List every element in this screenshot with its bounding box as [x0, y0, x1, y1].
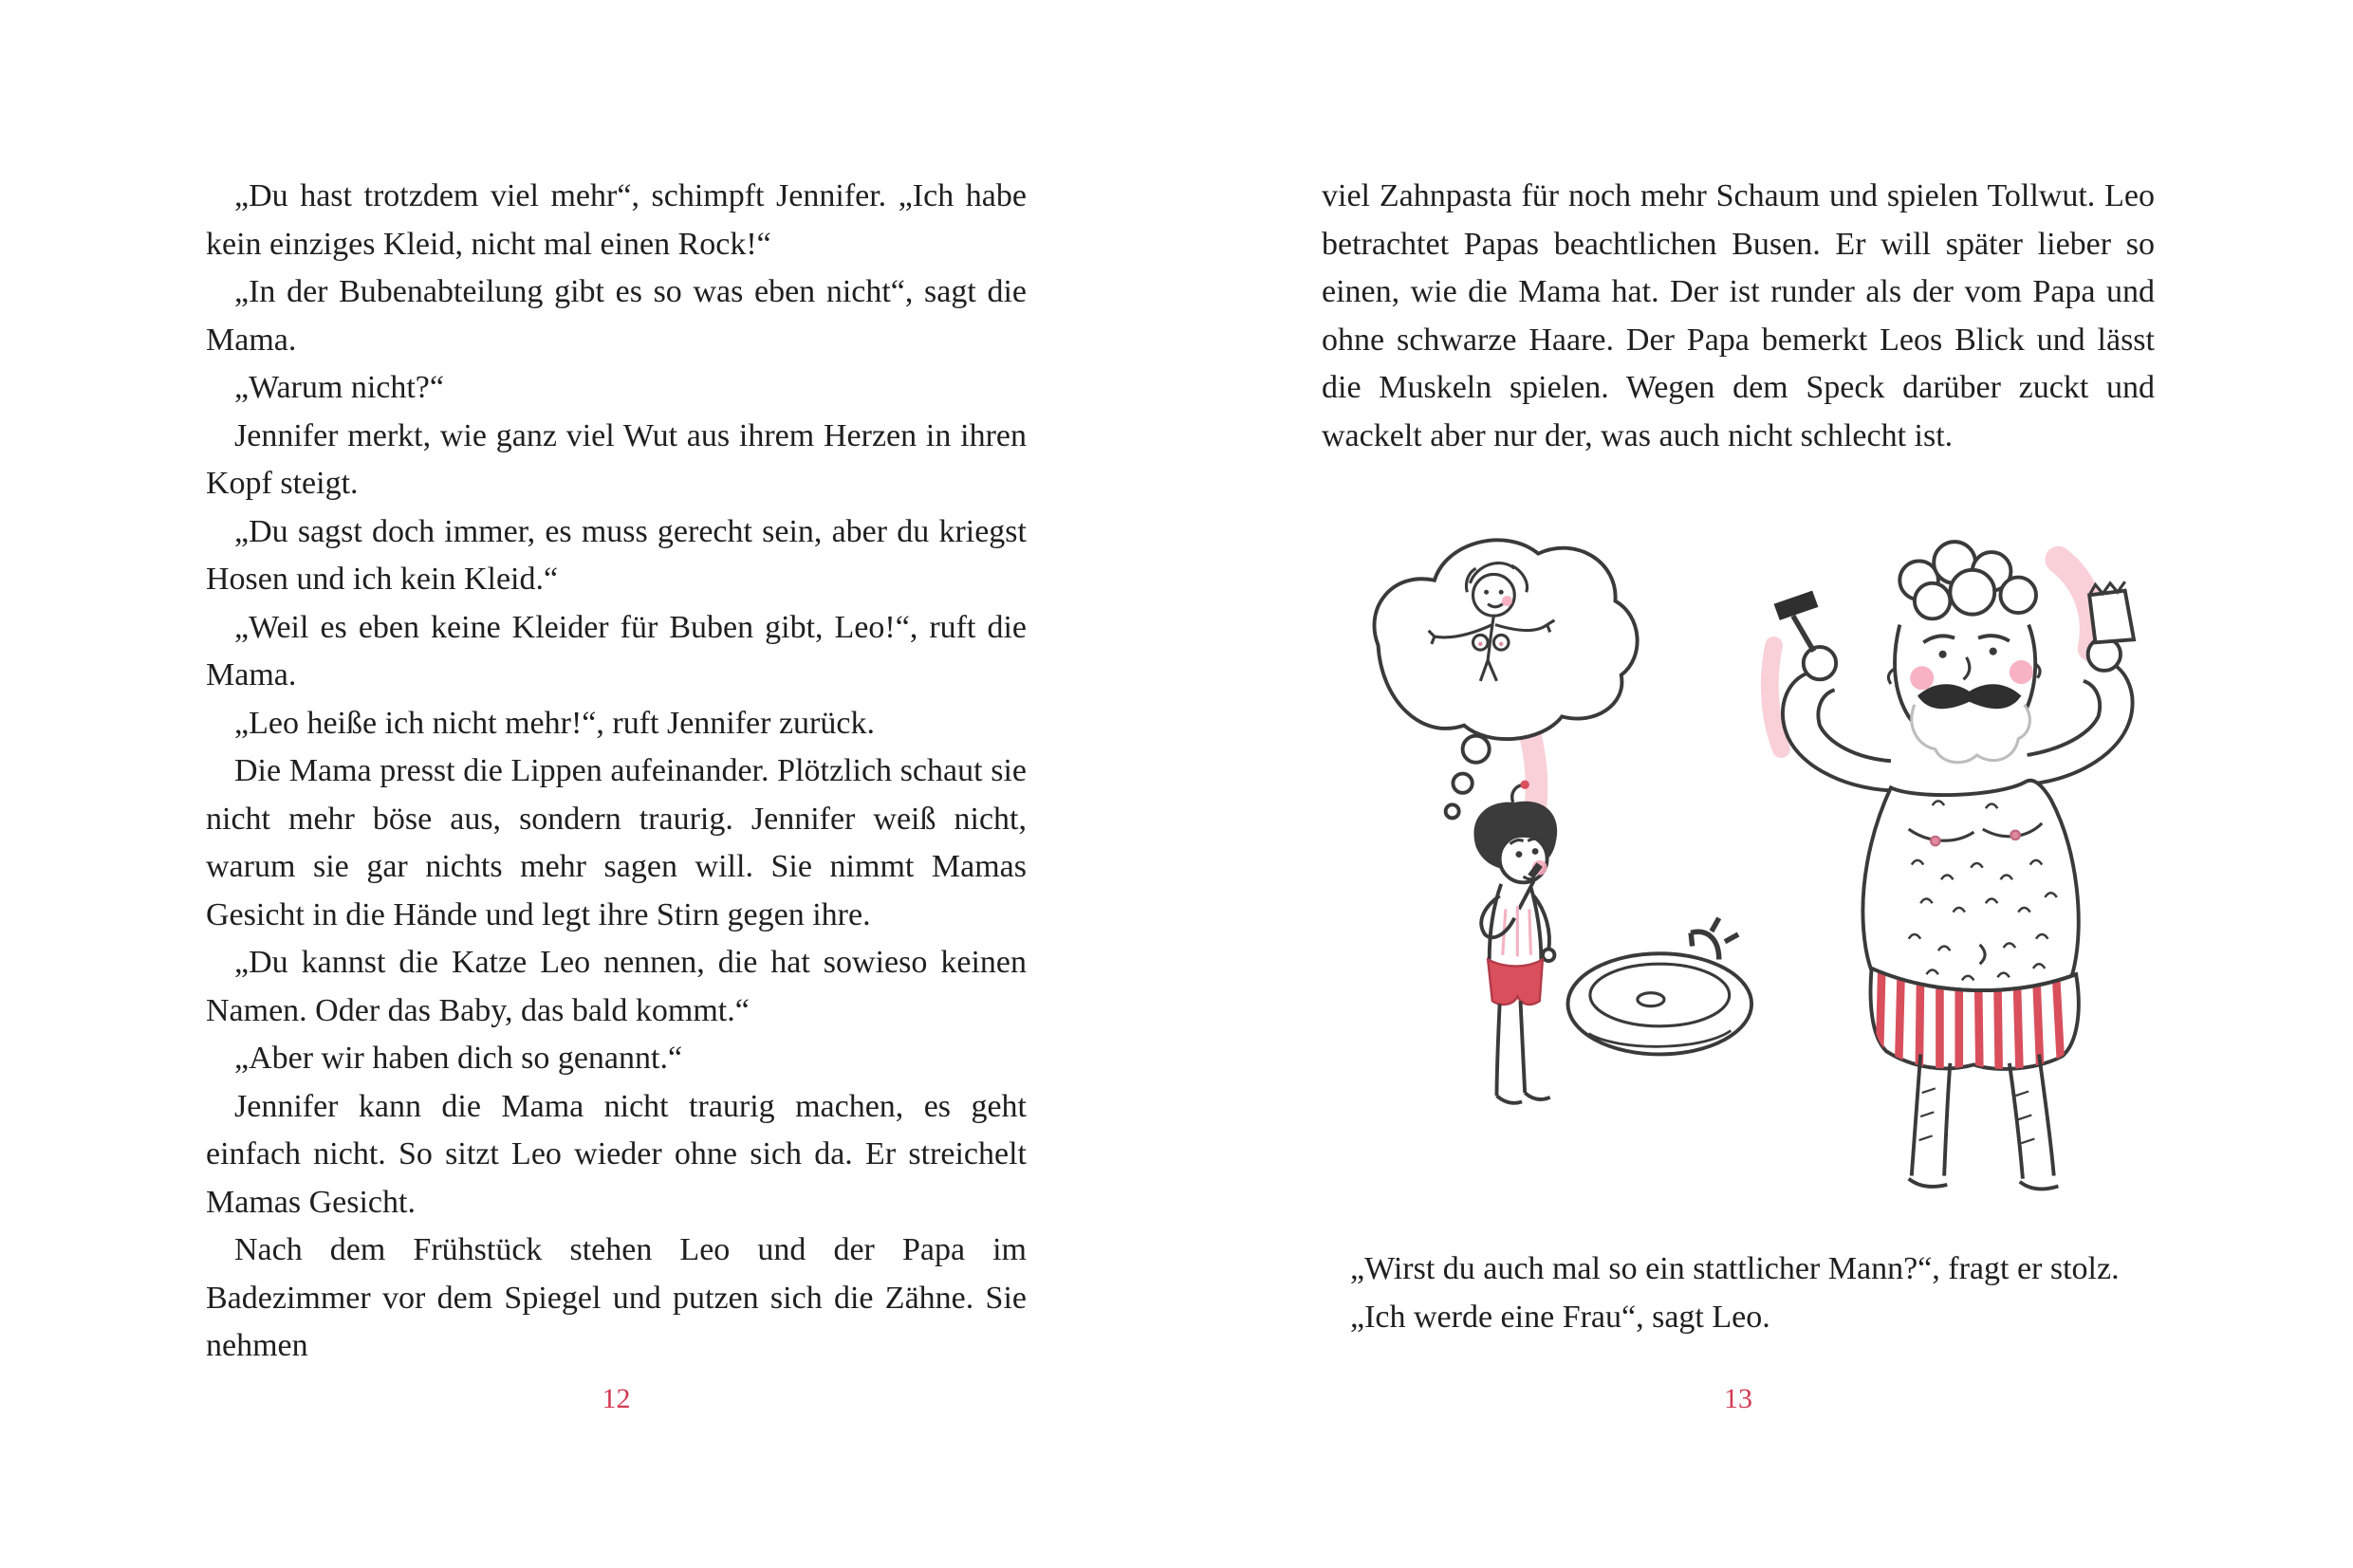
child-figure [1473, 781, 1557, 1103]
father-head [1888, 542, 2040, 763]
paragraph: „Du kannst die Katze Leo nennen, die hat sowieso keinen Namen. Oder das Baby, das bald kommt.“ [206, 945, 1027, 1028]
paragraph: „Aber wir haben dich so genannt.“ [234, 1041, 683, 1076]
page-number-left: 12 [602, 1383, 631, 1414]
paragraph: viel Zahnpasta für noch mehr Schaum und spielen Tollwut. Leo betrachtet Papas beachtlichen Busen. Er will später lieber so einen, wie die Mama hat. Der ist runder als der vom Papa und ohne schwarze Haare. Der Papa bemerkt Leos Blick und lässt die Muskeln spielen. Wegen dem Speck darüber zuckt und wackelt aber nur der, was auch nicht schlecht ist. [1322, 178, 2155, 453]
paragraph: Jennifer kann die Mama nicht traurig machen, es geht einfach nicht. So sitzt Leo wieder ohne sich da. Er streichelt Mamas Gesicht. [206, 1088, 1027, 1220]
paragraph: „Warum nicht?“ [234, 370, 444, 405]
page-number-right: 13 [1724, 1383, 1752, 1414]
paragraph: Nach dem Frühstück stehen Leo und der Papa im Badezimmer vor dem Spiegel und putzen sich die Zähne. Sie nehmen [206, 1232, 1027, 1363]
paragraph: „Du sagst doch immer, es muss gerecht sein, aber du kriegst Hosen und ich kein Kleid.“ [206, 513, 1027, 597]
page-right-text [1322, 173, 2155, 1341]
page-left-text [206, 173, 1027, 1371]
paragraph: Jennifer merkt, wie ganz viel Wut aus ihrem Herzen in ihren Kopf steigt. [206, 417, 1027, 501]
paragraph: Die Mama presst die Lippen aufeinander. Plötzlich schaut sie nicht mehr böse aus, sondern traurig. Jennifer weiß nicht, warum sie gar nichts mehr sagen will. Sie nimmt Mamas Gesicht in die Hände und legt ihre Stirn gegen ihre. [206, 753, 1027, 932]
paragraph: „Leo heiße ich nicht mehr!“, ruft Jennifer zurück. [234, 705, 875, 741]
paragraph: „Weil es eben keine Kleider für Buben gibt, Leo!“, ruft die Mama. [206, 609, 1027, 692]
washbasin [1567, 918, 1751, 1055]
bathroom-illustration [1322, 515, 2152, 1211]
paragraph: „Du hast trotzdem viel mehr“, schimpft Jennifer. „Ich habe kein einziges Kleid, nicht mal einen Rock!“ [206, 178, 1027, 262]
paragraph: „Wirst du auch mal so ein stattlicher Mann?“, fragt er stolz. [1350, 1251, 2120, 1286]
bathroom-illustration-svg [1322, 515, 2152, 1211]
paragraph: „Ich werde eine Frau“, sagt Leo. [1350, 1299, 1770, 1335]
page-right-bottom-text [1322, 1245, 2155, 1341]
paragraph: „In der Bubenabteilung gibt es so was eben nicht“, sagt die Mama. [206, 274, 1027, 358]
